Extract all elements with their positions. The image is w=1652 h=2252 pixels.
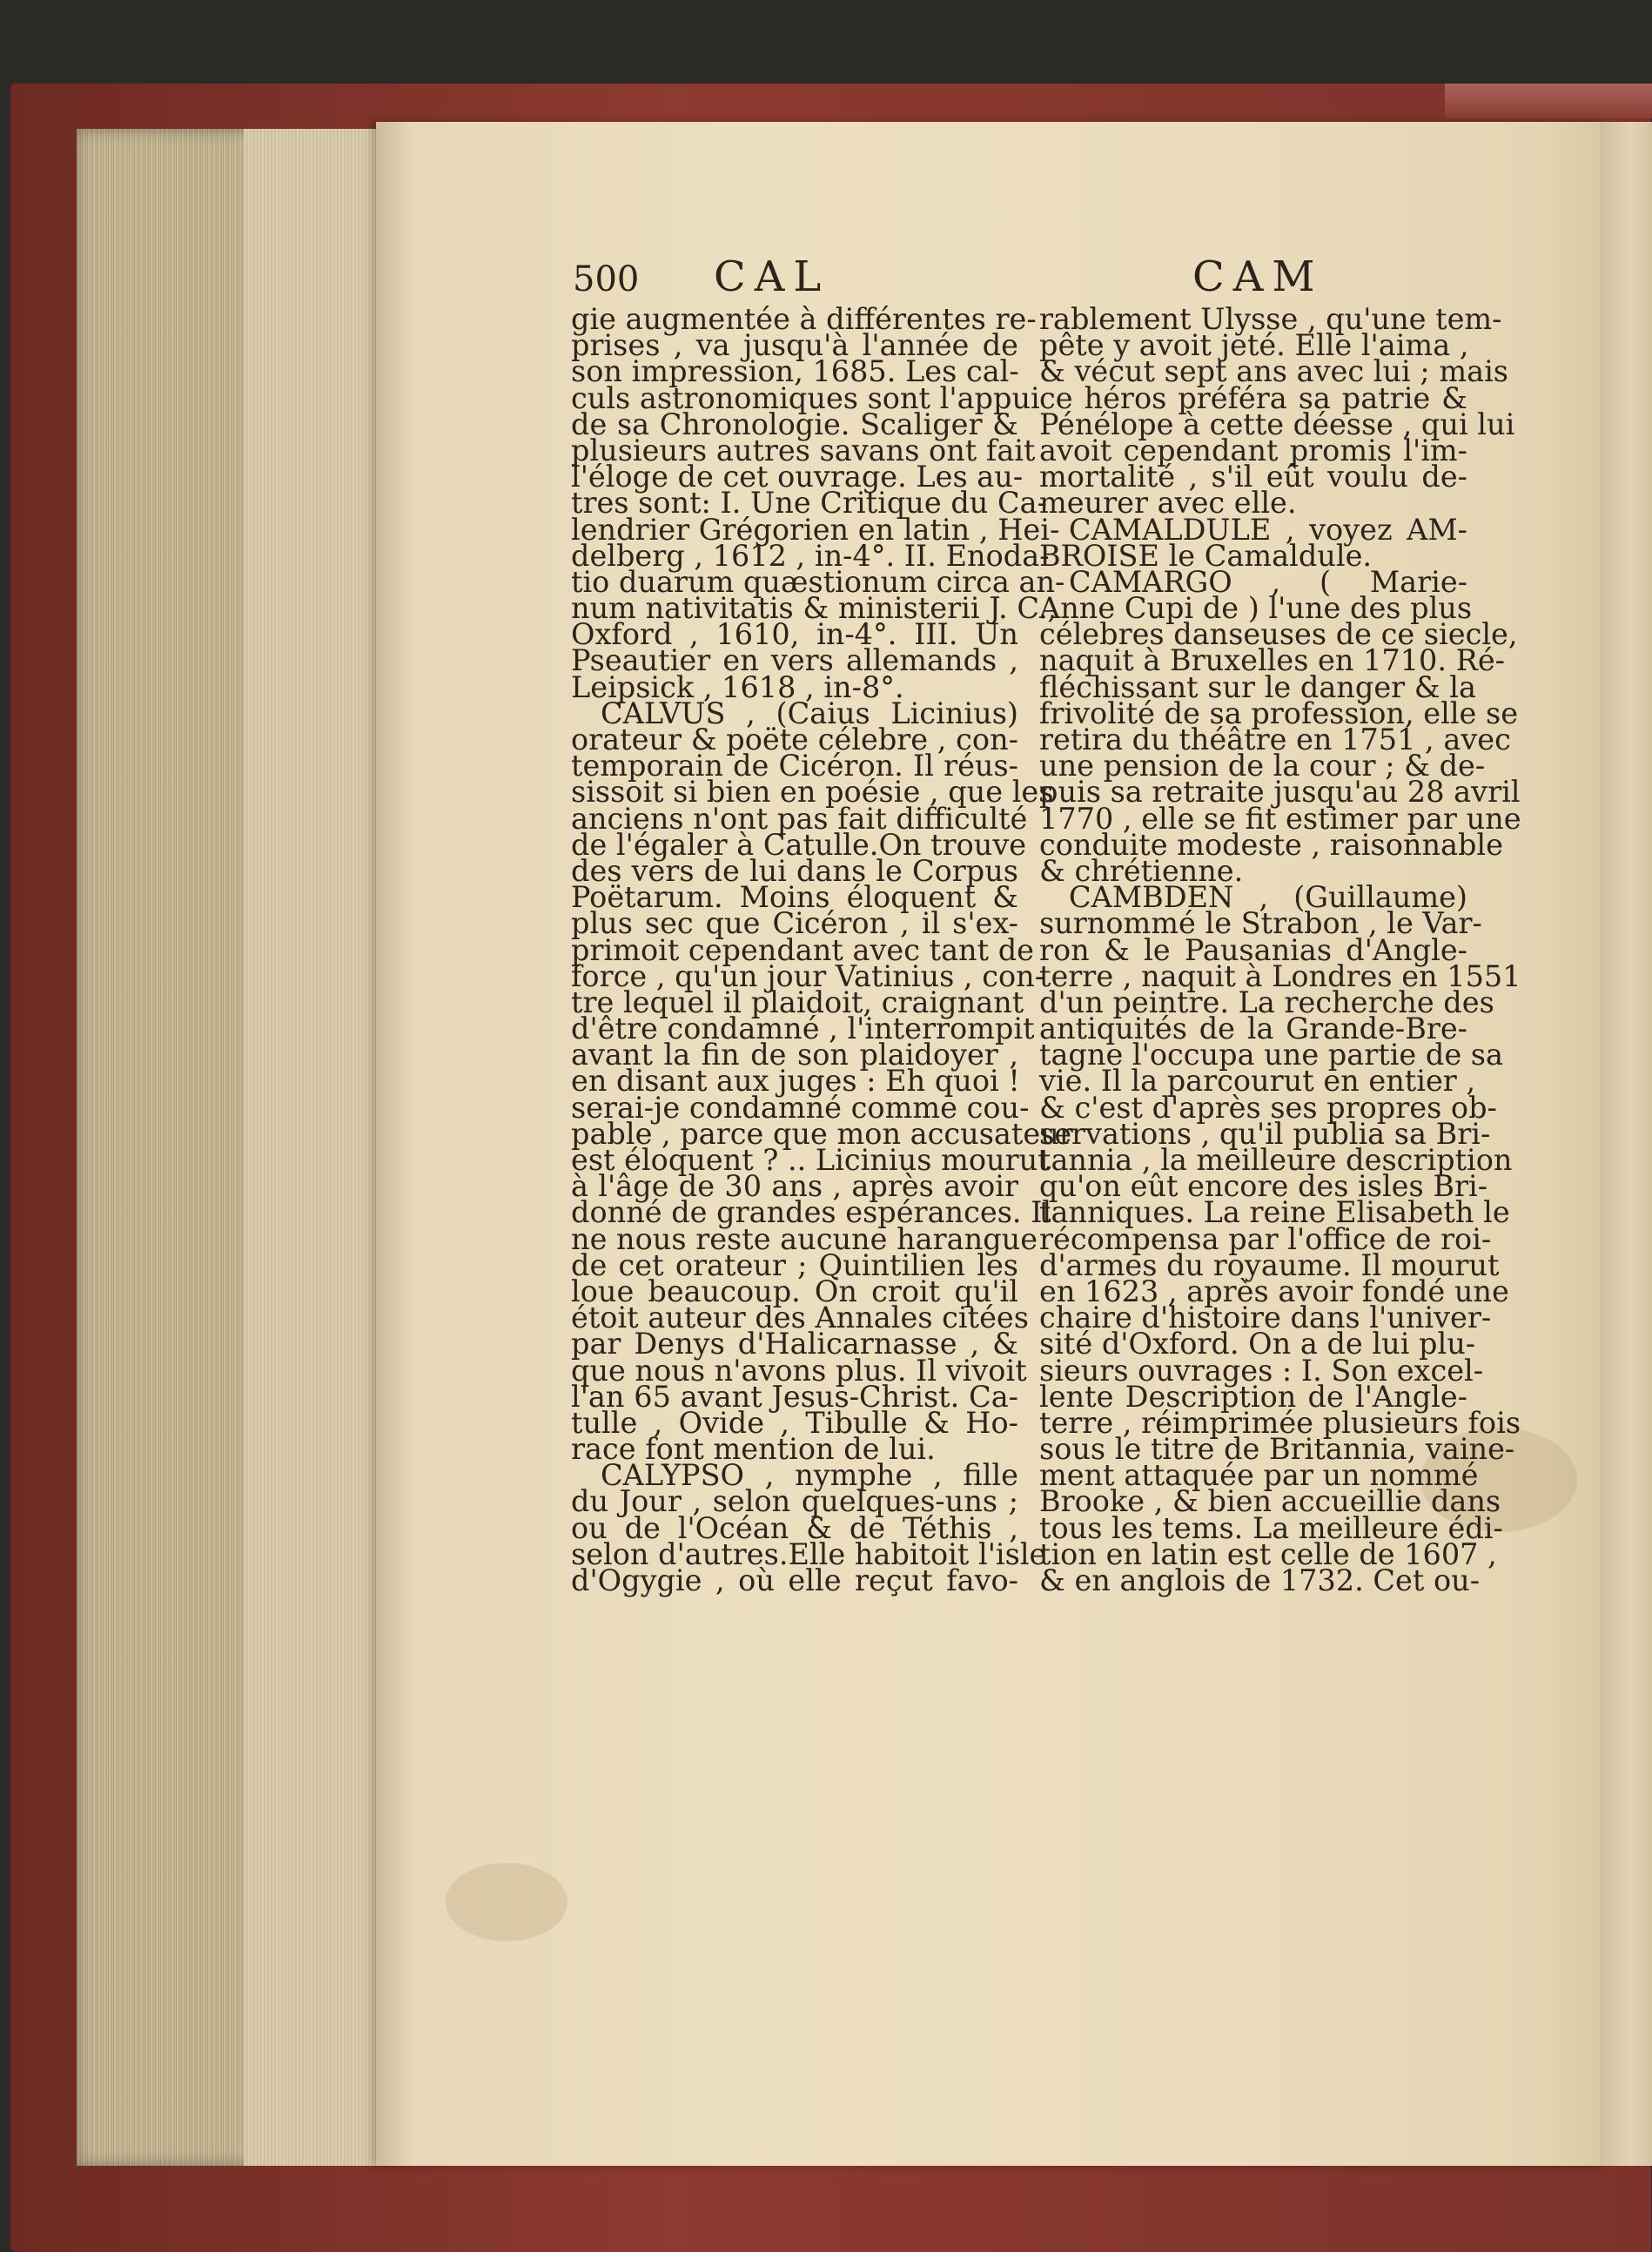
text-line: serai-je condamné comme cou-: [571, 1090, 1030, 1125]
text-line: servations , qu'il publia sa Bri-: [1039, 1116, 1491, 1151]
text-line: pête y avoit jeté. Elle l'aima ,: [1039, 328, 1469, 363]
text-line: sissoit si bien en poésie , que les: [571, 775, 1054, 810]
text-line: & vécut sept ans avec lui ; mais: [1039, 354, 1508, 389]
text-line: de l'égaler à Catulle.On trouve: [571, 827, 1027, 862]
text-line: d'armes du royaume. Il mourut: [1039, 1247, 1500, 1282]
text-line: plus sec que Cicéron , il s'ex-: [571, 906, 1018, 941]
text-line: frivolité de sa profession, elle se: [1039, 696, 1519, 730]
right-column: [1039, 302, 1521, 1597]
text-line: Pseautier en vers allemands ,: [571, 643, 1018, 678]
text-line: ou de l'Océan & de Téthis ,: [571, 1510, 1018, 1545]
text-line: num nativitatis & ministerii J. C.,: [571, 591, 1058, 626]
text-line: en 1623 , après avoir fondé une: [1039, 1274, 1509, 1308]
text-line: meurer avec elle.: [1039, 486, 1297, 521]
entry-heading-line: CALVUS , (Caius Licinius): [601, 696, 1018, 730]
text-line: naquit à Bruxelles en 1710. Ré-: [1039, 643, 1506, 678]
text-line: primoit cependant avec tant de: [571, 932, 1034, 967]
text-line: récompensa par l'office de roi-: [1039, 1221, 1492, 1256]
page-edges-inner: [244, 129, 376, 2166]
text-line: tagne l'occupa une partie de sa: [1039, 1038, 1503, 1072]
text-line: 1770 , elle se fit estimer par une: [1039, 801, 1521, 836]
text-line: tres sont: I. Une Critique du Ca-: [571, 486, 1047, 521]
text-line: de cet orateur ; Quintilien les: [571, 1247, 1018, 1282]
text-line: lente Description de l'Angle-: [1039, 1379, 1467, 1414]
text-line: conduite modeste , raisonnable: [1039, 827, 1503, 862]
text-line: d'être condamné , l'interrompit: [571, 1012, 1035, 1046]
page-number: 500: [573, 259, 640, 299]
text-line: culs astronomiques sont l'appui: [571, 380, 1040, 415]
text-line: étoit auteur des Annales citées: [571, 1301, 1029, 1335]
text-line: & c'est d'après ses propres ob-: [1039, 1090, 1497, 1125]
running-head-left: CAL: [714, 252, 830, 301]
text-line: l'an 65 avant Jesus-Christ. Ca-: [571, 1379, 1018, 1414]
text-line: fléchissant sur le danger & la: [1039, 669, 1476, 704]
text-line: Pénélope à cette déesse , qui lui: [1039, 407, 1515, 441]
text-line: ne nous reste aucune harangue: [571, 1221, 1038, 1256]
text-line: race font mention de lui.: [571, 1432, 936, 1467]
text-line: tio duarum quæstionum circa an-: [571, 564, 1065, 599]
text-line: temporain de Cicéron. Il réus-: [571, 749, 1018, 783]
text-line: selon d'autres.Elle habitoit l'isle: [571, 1536, 1047, 1571]
text-line: par Denys d'Halicarnasse , &: [571, 1327, 1018, 1361]
text-line: mortalité , s'il eût voulu de-: [1039, 460, 1467, 494]
text-line: célebres danseuses de ce siecle,: [1039, 617, 1518, 652]
text-line: Oxford , 1610, in-4°. III. Un: [571, 617, 1018, 652]
text-line: que nous n'avons plus. Il vivoit: [571, 1353, 1027, 1388]
text-line: donné de grandes espérances. Il: [571, 1195, 1052, 1230]
text-line: anciens n'ont pas fait difficulté: [571, 801, 1028, 836]
text-line: ron & le Pausanias d'Angle-: [1039, 932, 1467, 967]
text-line: avant la fin de son plaidoyer ,: [571, 1038, 1018, 1072]
text-line: puis sa retraite jusqu'au 28 avril: [1039, 775, 1521, 810]
text-line: tion en latin est celle de 1607 ,: [1039, 1536, 1497, 1571]
text-line: avoit cependant promis l'im-: [1039, 433, 1467, 467]
running-head-right: CAM: [1192, 252, 1324, 301]
text-line: l'éloge de cet ouvrage. Les au-: [571, 460, 1024, 494]
entry-heading-line: CAMALDULE , voyez AM-: [1069, 512, 1467, 547]
text-line: tulle , Ovide , Tibulle & Ho-: [571, 1405, 1018, 1440]
text-line: en disant aux juges : Eh quoi !: [571, 1064, 1020, 1099]
text-line: chaire d'histoire dans l'univer-: [1039, 1301, 1492, 1335]
cover-edge: [1445, 84, 1652, 118]
text-line: de sa Chronologie. Scaliger &: [571, 407, 1018, 441]
text-line: delberg , 1612 , in-4°. II. Enoda-: [571, 538, 1050, 573]
text-line: gie augmentée à différentes re-: [571, 302, 1037, 336]
text-line: ce héros préféra sa patrie &: [1039, 380, 1467, 415]
text-line: pable , parce que mon accusateur: [571, 1116, 1073, 1151]
text-line: une pension de la cour ; & de-: [1039, 749, 1486, 783]
text-line: vie. Il la parcourut en entier ,: [1039, 1064, 1476, 1099]
text-line: force , qu'un jour Vatinius , con-: [571, 958, 1045, 993]
text-line: qu'on eût encore des isles Bri-: [1039, 1169, 1488, 1204]
text-line: plusieurs autres savans ont fait: [571, 433, 1036, 467]
text-line: loue beaucoup. On croit qu'il: [571, 1274, 1018, 1308]
text-line: sité d'Oxford. On a de lui plu-: [1039, 1327, 1476, 1361]
text-line: tre lequel il plaidoit, craignant: [571, 985, 1024, 1019]
text-line: des vers de lui dans le Corpus: [571, 853, 1018, 888]
text-line: Poëtarum. Moins éloquent &: [571, 880, 1018, 915]
text-line: tanniques. La reine Elisabeth le: [1039, 1195, 1510, 1230]
text-line: antiquités de la Grande-Bre-: [1039, 1012, 1467, 1046]
text-line: du Jour , selon quelques-uns ;: [571, 1484, 1018, 1519]
text-line: sous le titre de Britannia, vaine-: [1039, 1432, 1515, 1467]
text-line: & en anglois de 1732. Cet ou-: [1039, 1563, 1481, 1597]
text-line: d'un peintre. La recherche des: [1039, 985, 1494, 1019]
entry-heading-line: CALYPSO , nymphe , fille: [601, 1458, 1018, 1493]
text-line: terre , réimprimée plusieurs fois: [1039, 1405, 1521, 1440]
text-line: terre , naquit à Londres en 1551: [1039, 958, 1521, 993]
text-line: son impression, 1685. Les cal-: [571, 354, 1019, 389]
left-column: [571, 302, 1073, 1597]
text-line: est éloquent ? .. Licinius mourut: [571, 1143, 1050, 1177]
text-line: surnommé le Strabon , le Var-: [1039, 906, 1482, 941]
text-line: BROISE le Camaldule.: [1039, 538, 1373, 573]
text-line: tannia , la meilleure description: [1039, 1143, 1513, 1177]
text-line: tous les tems. La meilleure édi-: [1039, 1510, 1503, 1545]
text-line: Leipsick , 1618 , in-8°.: [571, 669, 904, 704]
text-line: Brooke , & bien accueillie dans: [1039, 1484, 1501, 1519]
text-line: Anne Cupi de ) l'une des plus: [1039, 591, 1473, 626]
text-line: rablement Ulysse , qu'une tem-: [1039, 302, 1502, 336]
paper-stain: [446, 1863, 567, 1941]
text-line: lendrier Grégorien en latin , Hei-: [571, 512, 1060, 547]
text-line: prises , va jusqu'à l'année de: [571, 328, 1018, 363]
text-line: sieurs ouvrages : I. Son excel-: [1039, 1353, 1484, 1388]
text-line: d'Ogygie , où elle reçut favo-: [571, 1563, 1018, 1597]
entry-heading-line: CAMBDEN , (Guillaume): [1069, 880, 1467, 915]
facing-page-edge: [1600, 122, 1652, 2166]
text-line: retira du théâtre en 1751 , avec: [1039, 723, 1511, 756]
text-line: à l'âge de 30 ans , après avoir: [571, 1169, 1018, 1204]
text-line: ment attaquée par un nommé: [1039, 1458, 1479, 1493]
entry-heading-line: CAMARGO , ( Marie-: [1069, 564, 1467, 599]
text-line: orateur & poëte célebre , con-: [571, 723, 1018, 756]
text-line: & chrétienne.: [1039, 853, 1244, 888]
